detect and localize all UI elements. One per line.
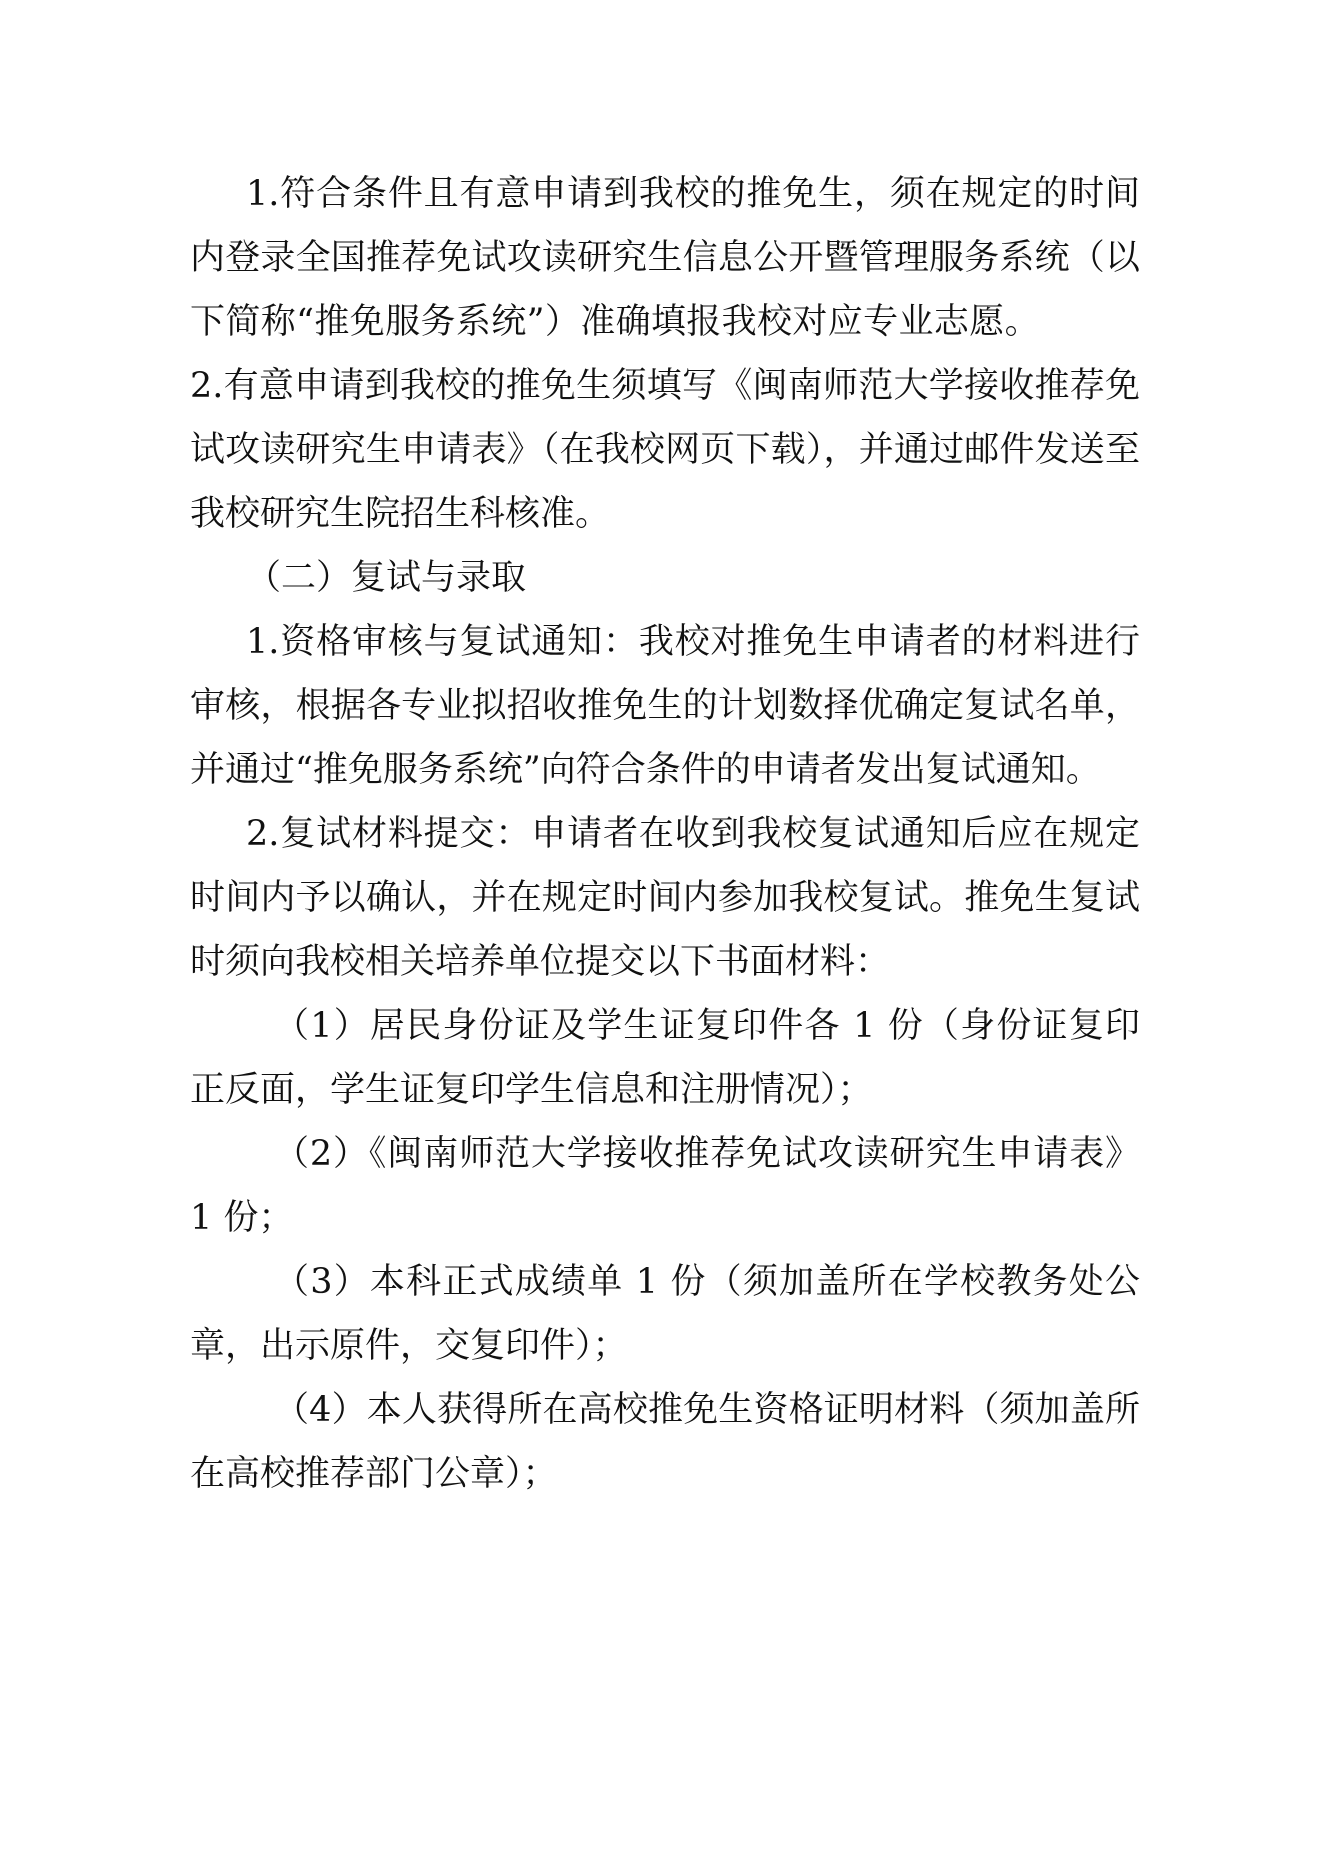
- paragraph-text: 2.有意申请到我校的推免生须填写《闽南师范大学接收推荐免试攻读研究生申请表》（在我校网页下载），并通过邮件发送至我校研究生院招生科核准。: [190, 366, 1140, 534]
- document-body: [190, 162, 1140, 1506]
- paragraph-qualification-review: 1.资格审核与复试通知：我校对推免生申请者的材料进行审核，根据各专业拟招收推免生的计划数择优确定复试名单，并通过“推免服务系统”向符合条件的申请者发出复试通知。: [190, 622, 1140, 790]
- list-item-application-form: （2）《闽南师范大学接收推荐免试攻读研究生申请表》 1 份；: [190, 1134, 1140, 1238]
- section-heading-retest: （二）复试与录取: [246, 558, 527, 598]
- list-item-id-copy: （1）居民身份证及学生证复印件各 1 份（身份证复印正反面，学生证复印学生信息和注册情况）；: [190, 1006, 1140, 1110]
- list-item-transcript: （3）本科正式成绩单 1 份（须加盖所在学校教务处公章，出示原件，交复印件）；: [190, 1262, 1140, 1366]
- paragraph-apply-system: [190, 162, 1140, 546]
- list-item-qualification-proof: （4）本人获得所在高校推免生资格证明材料（须加盖所在高校推荐部门公章）；: [190, 1390, 1140, 1494]
- paragraph-materials-submission: 2.复试材料提交：申请者在收到我校复试通知后应在规定时间内予以确认，并在规定时间内参加我校复试。推免生复试时须向我校相关培养单位提交以下书面材料：: [190, 814, 1140, 982]
- paragraph-text: 1.符合条件且有意申请到我校的推免生，须在规定的时间内登录全国推荐免试攻读研究生信息公开暨管理服务系统（以下简称“推免服务系统”）准确填报我校对应专业志愿。: [190, 174, 1140, 342]
